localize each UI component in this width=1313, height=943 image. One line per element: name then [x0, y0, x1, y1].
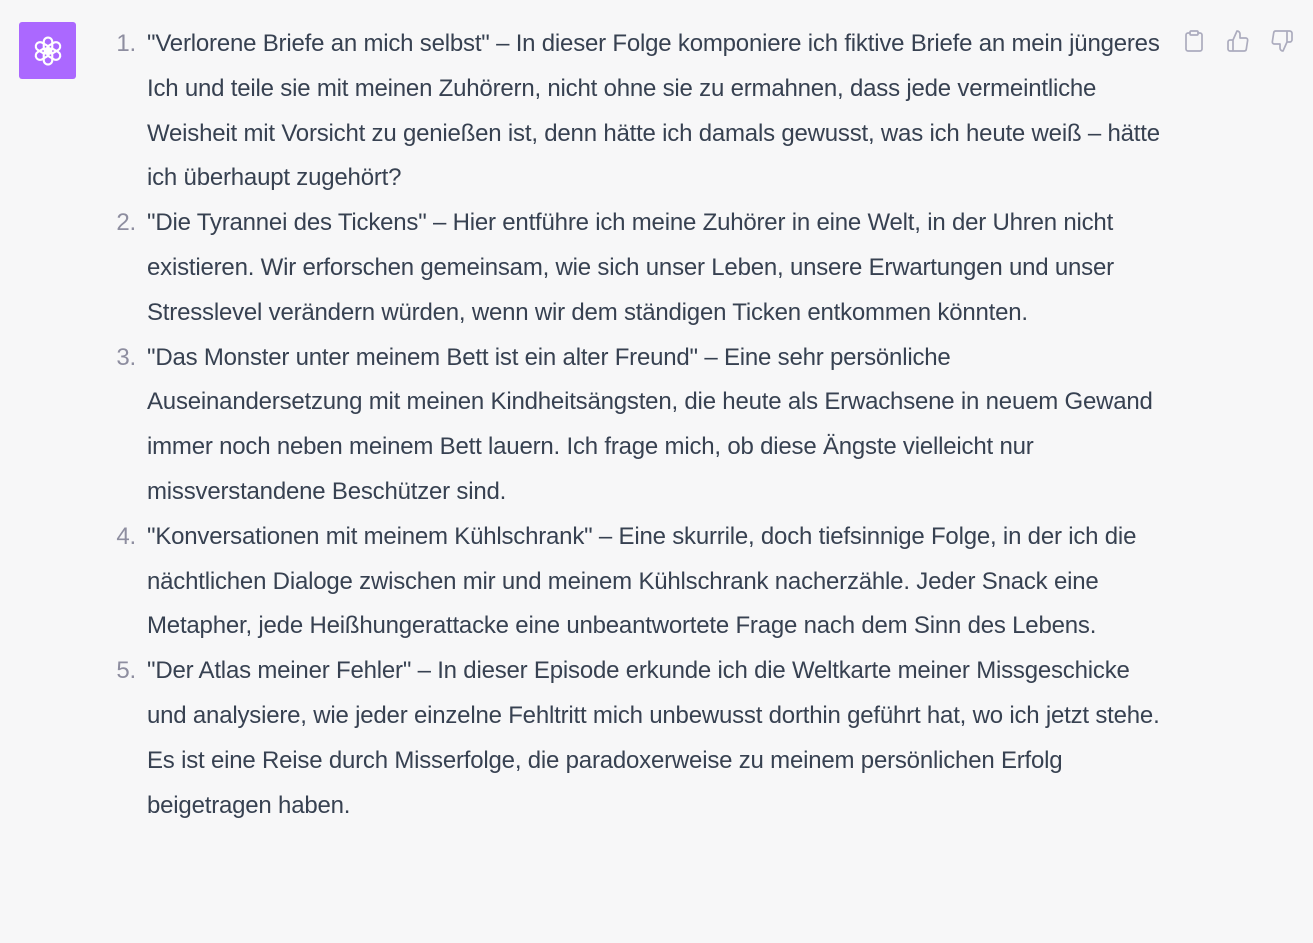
list-item-number: 5.: [116, 657, 136, 685]
episode-list: [108, 22, 1168, 828]
thumbs-up-button[interactable]: [1225, 26, 1251, 56]
thumbs-down-icon: [1270, 29, 1294, 53]
list-item: [108, 22, 1168, 201]
openai-logo-icon: [31, 34, 65, 68]
list-item-text: "Der Atlas meiner Fehler" – In dieser Episode erkunde ich die Weltkarte meiner Missgeschicke und analysiere, wie jeder einzelne Fehltritt mich unbewusst dorthin geführt hat, wo ich jetzt stehe. Es ist eine Reise durch Misserfolge, die paradoxerweise zu meinem persönlichen Erfolg beigetragen haben.: [147, 657, 1160, 819]
list-item: [108, 649, 1168, 828]
list-item-text: "Verlorene Briefe an mich selbst" – In dieser Folge komponiere ich fiktive Briefe an mein jüngeres Ich und teile sie mit meinen Zuhörern, nicht ohne sie zu ermahnen, dass jede vermeintliche Weisheit mit Vorsicht zu genießen ist, denn hätte ich damals gewusst, was ich heute weiß – hätte ich überhaupt zugehört?: [147, 30, 1160, 192]
list-item: [108, 515, 1168, 649]
list-item-number: 1.: [116, 30, 136, 57]
list-item-number: 2.: [116, 209, 136, 237]
assistant-avatar: [19, 22, 76, 79]
list-item-text: "Das Monster unter meinem Bett ist ein alter Freund" – Eine sehr persönliche Auseinandersetzung mit meinen Kindheitsängsten, die heute als Erwachsene in neuem Gewand immer noch neben meinem Bett lauern. Ich frage mich, ob diese Ängste vielleicht nur missverstandene Beschützer sind.: [147, 343, 1153, 505]
assistant-message: [108, 22, 1168, 828]
thumbs-up-icon: [1226, 29, 1250, 53]
list-item-number: 4.: [116, 522, 136, 550]
message-actions: [1181, 26, 1295, 56]
list-item: [108, 201, 1168, 335]
list-item-text: "Die Tyrannei des Tickens" – Hier entführe ich meine Zuhörer in eine Welt, in der Uhren nicht existieren. Wir erforschen gemeinsam, wie sich unser Leben, unsere Erwartungen und unser Stresslevel verändern würden, wenn wir dem ständigen Ticken entkommen könnten.: [147, 209, 1114, 326]
list-item: [108, 336, 1168, 515]
copy-button[interactable]: [1181, 26, 1207, 56]
list-item-text: "Konversationen mit meinem Kühlschrank" – Eine skurrile, doch tiefsinnige Folge, in der ich die nächtlichen Dialoge zwischen mir und meinem Kühlschrank nacherzähle. Jeder Snack eine Metapher, jede Heißhungerattacke eine unbeantwortete Frage nach dem Sinn des Lebens.: [147, 522, 1137, 640]
thumbs-down-button[interactable]: [1269, 26, 1295, 56]
clipboard-icon: [1182, 29, 1206, 53]
list-item-number: 3.: [116, 343, 136, 371]
